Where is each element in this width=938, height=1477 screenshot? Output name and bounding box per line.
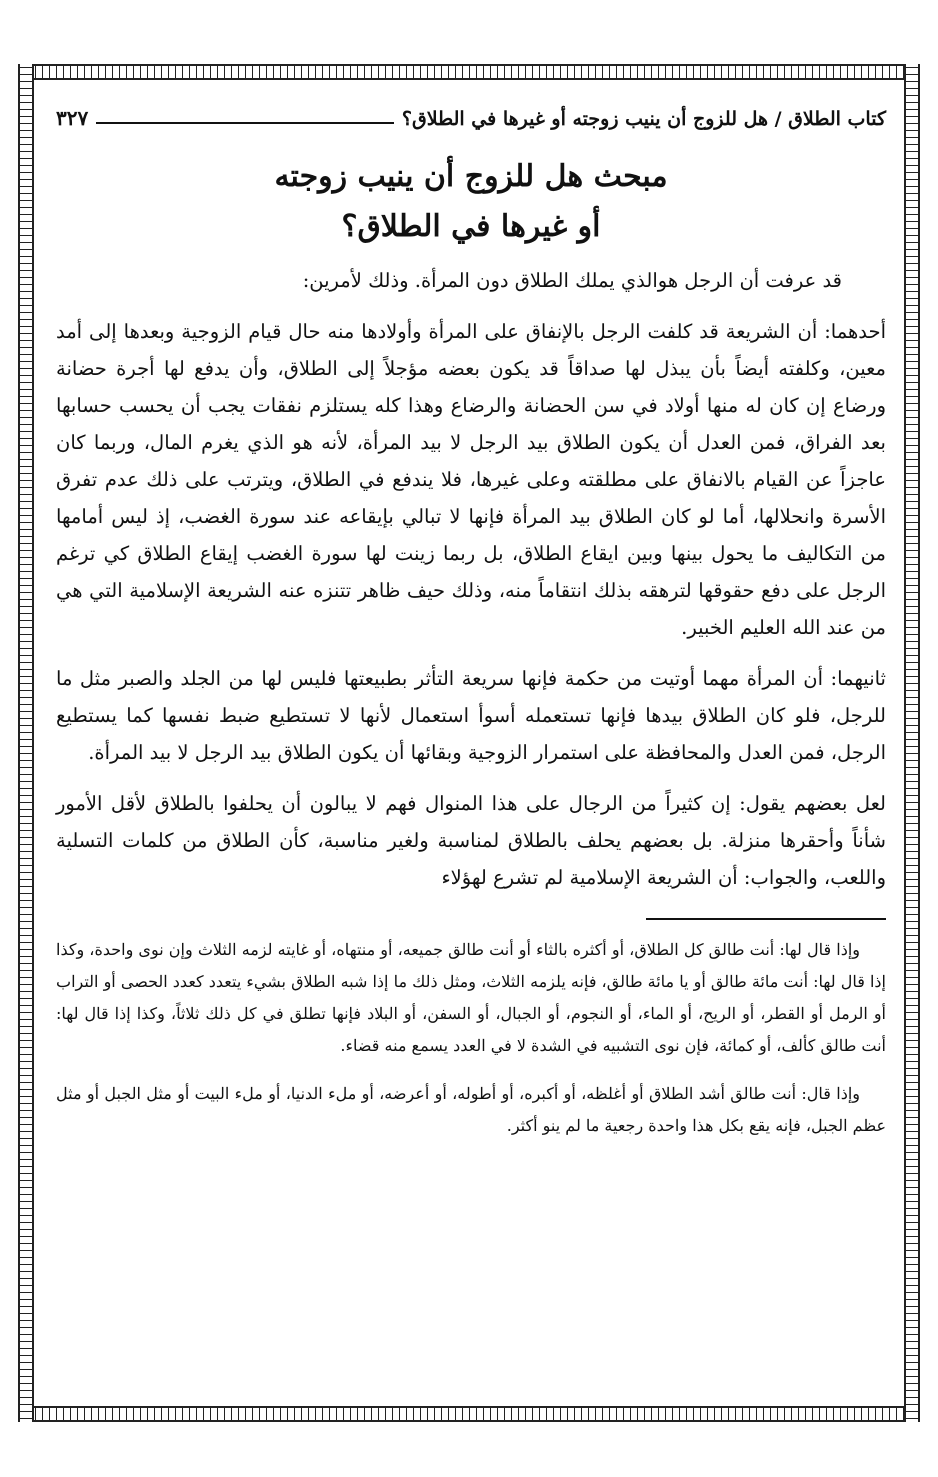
footnote-separator <box>646 918 886 920</box>
page-number: ٣٢٧ <box>56 106 89 130</box>
running-title: كتاب الطلاق / هل للزوج أن ينيب زوجته أو غيرها في الطلاق؟ <box>401 108 886 130</box>
ornamental-border-bottom <box>18 1406 920 1422</box>
footnote-1: وإذا قال لها: أنت طالق كل الطلاق، أو أكثره بالثاء أو أنت طالق جميعه، أو منتهاه، أو غايته لزمه الثلاث وإن نوى واحدة، وكذا إذا قال لها: أنت مائة طالق أو يا مائة طالق، فإنه يلزمه الثلاث، ومثل ذلك ما إذا شبه الطلاق بشيء يتعدد كعدد الحصى أو التراب أو الرمل أو القطر، أو الريح، أو الماء، أو النجوم، أو الجبال، أو السفن، أو البلاد فإنها تطلق في كل ذلك ثلاثاً، وكذا إذا قال لها: أنت طالق كألف، أو كمائة، فإن نوى التشبيه في الشدة لا في العدد يسمع منه قضاء. <box>56 940 886 1055</box>
ornamental-border-top <box>18 64 920 80</box>
intro-paragraph: قد عرفت أن الرجل هوالذي يملك الطلاق دون المرأة. وذلك لأمرين: <box>302 269 842 292</box>
ornamental-border-right <box>904 64 920 1422</box>
ornamental-border-left <box>18 64 34 1422</box>
paragraph-first-reason: أحدهما: أن الشريعة قد كلفت الرجل بالإنفاق على المرأة وأولادها منه حال قيام الزوجية وبعدها إلى أمد معين، وكلفته أيضاً بأن يبذل لها صداقاً قد يكون بعضه مؤجلاً إلى الطلاق، وأن يدفع لها أجرة حضانة ورضاع إن كان له منها أولاد في سن الحضانة والرضاع وهذا كله يستلزم نفقات يجب أن يحسب حسابها بعد الفراق، فمن العدل أن يكون الطلاق بيد الرجل لا بيد المرأة، لأنه هو الذي يغرم المال، وربما كان عاجزاً عن القيام بالانفاق على مطلقته وعلى غيرها، فلا يندفع في الطلاق، ويترتب على ذلك عدم تفرق الأسرة وانحلالها، أما لو كان الطلاق بيد المرأة فإنها لا تبالي بإيقاعه عند سورة الغضب، إذ ليس أمامها من التكاليف ما يحول بينها وبين ايقاع الطلاق، بل ربما زينت لها سورة الغضب إيقاع الطلاق كي ترغم الرجل على دفع حقوقها لترهقه بذلك انتقاماً منه، وذلك حيف ظاهر تتنزه عنه الشريعة الإسلامية التي هي من عند الله العليم الخبير. <box>56 320 886 639</box>
page-content <box>56 96 886 1396</box>
heading-line-1: مبحث هل للزوج أن ينيب زوجته <box>274 159 668 194</box>
header-rule <box>96 122 394 124</box>
heading-line-2: أو غيرها في الطلاق؟ <box>341 209 601 244</box>
footnote-2: وإذا قال: أنت طالق أشد الطلاق أو أغلظه، أو أكبره، أو أطوله، أو أعرضه، أو ملء الدنيا، أو ملء البيت أو مثل الجبل أو مثل عظم الجبل، فإنه يقع بكل هذا واحدة رجعية ما لم ينو أكثر. <box>56 1084 886 1135</box>
paragraph-objection: لعل بعضهم يقول: إن كثيراً من الرجال على هذا المنوال فهم لا يبالون أن يحلفوا بالطلاق لأقل الأمور شأناً وأحقرها منزلة. بل بعضهم يحلف بالطلاق لمناسبة ولغير مناسبة، كأن الطلاق من كلمات التسلية واللعب، والجواب: أن الشريعة الإسلامية لم تشرع لهؤلاء <box>56 792 886 889</box>
running-header <box>56 96 886 130</box>
paragraph-second-reason: ثانيهما: أن المرأة مهما أوتيت من حكمة فإنها سريعة التأثر بطبيعتها فليس لها من الجلد والصبر مثل ما للرجل، فلو كان الطلاق بيدها فإنها تستعمله أسوأ استعمال لأنها لا تستطيع ضبط نفسها كما يستطيع الرجل، فمن العدل والمحافظة على استمرار الزوجية وبقائها أن يكون الطلاق بيد الرجل لا بيد المرأة. <box>56 667 886 764</box>
section-heading <box>56 152 886 252</box>
